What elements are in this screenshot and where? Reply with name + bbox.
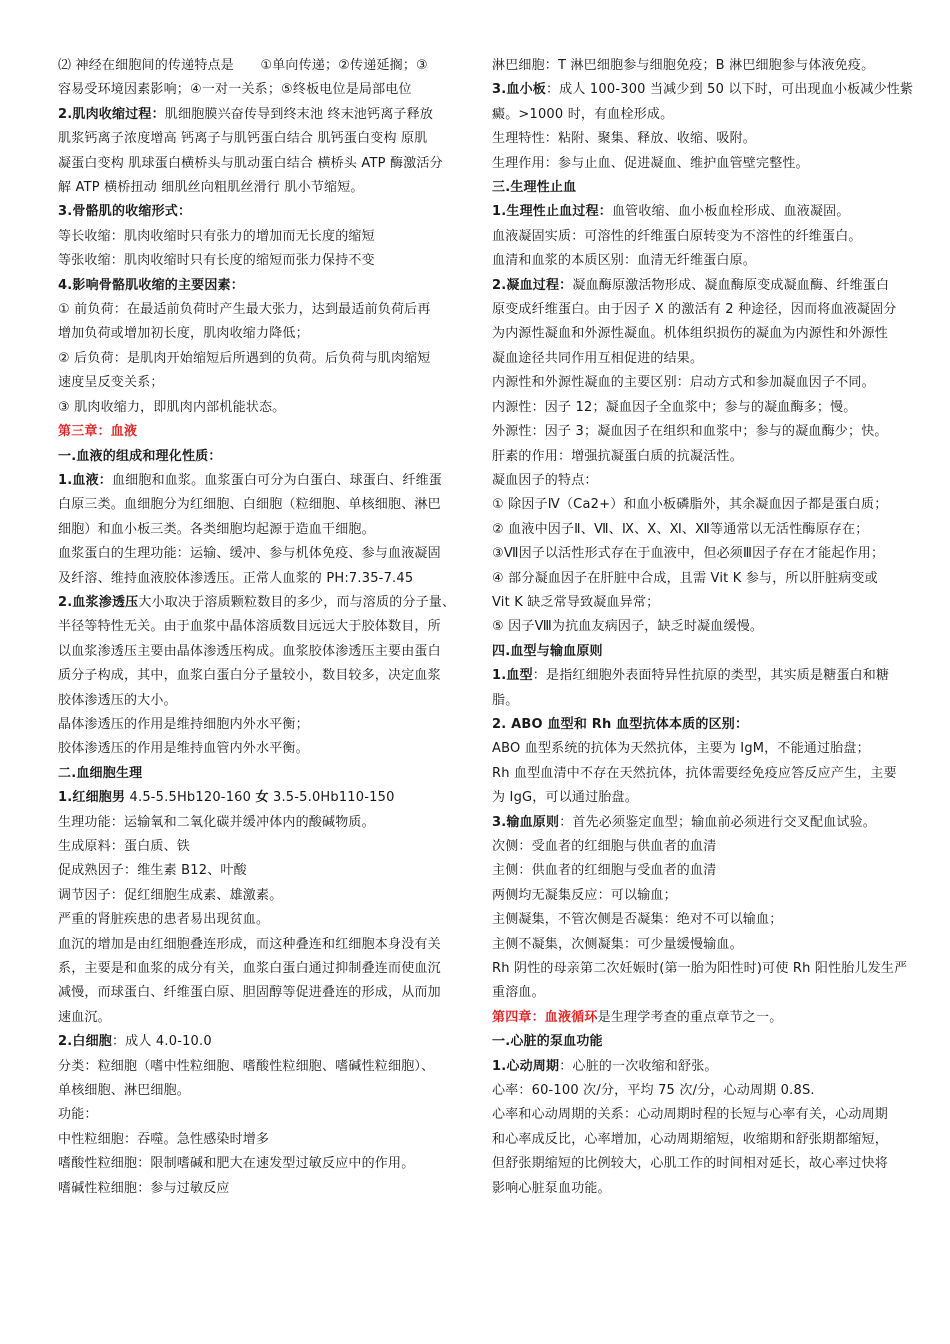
text-line xyxy=(58,1030,482,1054)
text-line xyxy=(58,957,482,981)
body-text: 白原三类。血细胞分为红细胞、白细胞（粒细胞、单核细胞、淋巴 xyxy=(58,497,441,513)
text-line xyxy=(58,445,482,469)
body-text: 主侧不凝集，次侧凝集：可少量缓慢输血。 xyxy=(492,936,743,952)
text-line xyxy=(492,615,936,639)
text-line xyxy=(58,371,482,395)
section-heading: 2.肌肉收缩过程： xyxy=(58,106,165,122)
body-text: 为内源性凝血和外源性凝血。机体组织损伤的凝血为内源性和外源性 xyxy=(492,326,889,342)
section-heading: 1.血型 xyxy=(492,668,533,684)
text-line xyxy=(492,493,936,517)
body-text: 生理作用：参与止血、促进凝血、维护血管壁完整性。 xyxy=(492,155,809,171)
text-line xyxy=(58,469,482,493)
text-line xyxy=(58,225,482,249)
text-line xyxy=(58,859,482,883)
body-text: 增加负荷或增加初长度，肌肉收缩力降低； xyxy=(58,326,309,342)
body-text: 系，主要是和血浆的成分有关，血浆白蛋白通过抑制叠连而使血沉 xyxy=(58,961,441,977)
text-line xyxy=(58,811,482,835)
body-text: 重溶血。 xyxy=(492,985,545,1001)
text-line xyxy=(492,322,936,346)
text-line xyxy=(492,908,936,932)
body-text: 血清和血浆的本质区别：血清无纤维蛋白原。 xyxy=(492,253,757,269)
body-text: 4.5-5.5Hb120-160 xyxy=(125,790,256,806)
body-text: 脂。 xyxy=(492,692,519,708)
body-text: 3.5-5.0Hb110-150 xyxy=(268,790,395,806)
text-line xyxy=(58,54,482,78)
body-text: 生理功能：运输氧和二氧化碳并缓冲体内的酸碱物质。 xyxy=(58,814,375,830)
text-line xyxy=(58,1079,482,1103)
section-heading: 一.血液的组成和理化性质： xyxy=(58,448,222,464)
text-line xyxy=(492,1079,936,1103)
text-line xyxy=(492,591,936,615)
text-line xyxy=(492,957,936,981)
text-line xyxy=(58,127,482,151)
section-heading: 4.影响骨骼肌收缩的主要因素： xyxy=(58,277,244,293)
body-text: 中性粒细胞：吞噬。急性感染时增多 xyxy=(58,1131,270,1147)
body-text: ：是指红细胞外表面特异性抗原的类型，其实质是糖蛋白和糖 xyxy=(532,668,890,684)
body-text: 两侧均无凝集反应：可以输血； xyxy=(492,887,677,903)
text-line xyxy=(492,176,936,200)
body-text: ① 除因子Ⅳ（Ca2+）和血小板磷脂外，其余凝血因子都是蛋白质； xyxy=(492,497,888,513)
text-line xyxy=(492,298,936,322)
text-line xyxy=(58,786,482,810)
text-line xyxy=(492,640,936,664)
body-text: 淋巴细胞：T 淋巴细胞参与细胞免疫；B 淋巴细胞参与体液免疫。 xyxy=(492,58,875,73)
body-text: 凝蛋白变构 肌球蛋白横桥头与肌动蛋白结合 横桥头 ATP 酶激活分 xyxy=(58,155,443,171)
body-text: Rh 阴性的母亲第二次妊娠时(第一胎为阳性时)可使 Rh 阳性胎儿发生严 xyxy=(492,961,908,977)
text-line xyxy=(58,249,482,273)
text-line xyxy=(492,542,936,566)
text-line xyxy=(58,1177,482,1201)
text-line xyxy=(58,274,482,298)
text-line xyxy=(58,176,482,200)
chapter-heading: 第三章：血液 xyxy=(58,424,138,440)
text-line xyxy=(492,567,936,591)
body-text: 速度呈反变关系； xyxy=(58,375,164,391)
body-text: 内源性：因子 12；凝血因子全血浆中；参与的凝血酶多；慢。 xyxy=(492,399,857,415)
text-line xyxy=(492,1055,936,1079)
section-heading: 1.心动周期 xyxy=(492,1058,560,1074)
text-line xyxy=(58,567,482,591)
body-text: 心率和心动周期的关系：心动周期时程的长短与心率有关，心动周期 xyxy=(492,1107,889,1123)
body-text: 外源性：因子 3；凝血因子在组织和血浆中；参与的凝血酶少；快。 xyxy=(492,424,888,440)
text-line xyxy=(58,420,482,444)
text-line xyxy=(58,591,482,615)
body-text: 肌细胞膜兴奋传导到终末池 终末池钙离子释放 xyxy=(164,106,434,122)
body-text: 主侧：供血者的红细胞与受血者的血清 xyxy=(492,863,717,879)
section-heading: 2.血浆渗透压 xyxy=(58,594,139,610)
body-text: 晶体渗透压的作用是维持细胞内外水平衡； xyxy=(58,716,309,732)
section-heading: 2.凝血过程： xyxy=(492,277,573,293)
body-text: 单核细胞、淋巴细胞。 xyxy=(58,1083,191,1099)
text-line xyxy=(492,981,936,1005)
text-line xyxy=(492,1177,936,1201)
body-text: 血管收缩、血小板血栓形成、血液凝固。 xyxy=(611,204,850,220)
text-line xyxy=(58,542,482,566)
text-line xyxy=(492,713,936,737)
text-line xyxy=(58,103,482,127)
body-text: 血细胞和血浆。血浆蛋白可分为白蛋白、球蛋白、纤维蛋 xyxy=(111,472,442,488)
text-line xyxy=(492,371,936,395)
text-line xyxy=(492,786,936,810)
body-text: 半径等特性无关。由于血浆中晶体溶质数目远远大于胶体数目，所 xyxy=(58,619,441,635)
body-text: 主侧凝集，不管次侧是否凝集：绝对不可以输血； xyxy=(492,912,783,928)
text-line xyxy=(492,249,936,273)
section-heading: 一.心脏的泵血功能 xyxy=(492,1034,603,1050)
text-line xyxy=(58,981,482,1005)
text-line xyxy=(58,615,482,639)
text-line xyxy=(492,811,936,835)
text-line xyxy=(492,152,936,176)
body-text: 肌浆钙离子浓度增高 钙离子与肌钙蛋白结合 肌钙蛋白变构 原肌 xyxy=(58,131,428,147)
text-line xyxy=(58,493,482,517)
section-heading: 3.骨骼肌的收缩形式： xyxy=(58,204,192,220)
body-text: 胶体渗透压的大小。 xyxy=(58,692,177,708)
text-line xyxy=(492,347,936,371)
body-text: ③ 肌肉收缩力，即肌肉内部机能状态。 xyxy=(58,399,286,415)
left-column xyxy=(58,54,482,1201)
text-line xyxy=(58,689,482,713)
body-text: ：首先必须鉴定血型；输血前必须进行交叉配血试验。 xyxy=(559,814,876,830)
section-heading: 1.生理性止血过程： xyxy=(492,204,612,220)
text-line xyxy=(58,1055,482,1079)
text-line xyxy=(492,1128,936,1152)
body-text: 等长收缩：肌肉收缩时只有张力的增加而无长度的缩短 xyxy=(58,228,375,244)
text-line xyxy=(58,396,482,420)
body-text: 和心率成反比，心率增加，心动周期缩短，收缩期和舒张期都缩短， xyxy=(492,1131,889,1147)
text-line xyxy=(58,322,482,346)
body-text: ⑵ 神经在细胞间的传递特点是 ①单向传递；②传递延搁；③ xyxy=(58,58,428,73)
text-line xyxy=(492,103,936,127)
text-line xyxy=(58,664,482,688)
body-text: ① 前负荷：在最适前负荷时产生最大张力，达到最适前负荷后再 xyxy=(58,302,431,318)
text-line xyxy=(492,835,936,859)
body-text: 容易受环境因素影响；④一对一关系；⑤终板电位是局部电位 xyxy=(58,82,412,98)
text-line xyxy=(58,884,482,908)
body-text: ③Ⅶ因子以活性形式存在于血液中，但必须Ⅲ因子存在才能起作用； xyxy=(492,546,885,562)
text-line xyxy=(492,884,936,908)
text-line xyxy=(492,859,936,883)
body-text: 内源性和外源性凝血的主要区别：启动方式和参加凝血因子不同。 xyxy=(492,375,875,391)
body-text: ABO 血型系统的抗体为天然抗体，主要为 IgM，不能通过胎盘； xyxy=(492,741,870,757)
body-text: 凝血酶原激活物形成、凝血酶原变成凝血酶、纤维蛋白 xyxy=(572,277,890,293)
body-text: 生成原料：蛋白质、铁 xyxy=(58,839,191,854)
body-text: 血沉的增加是由红细胞叠连形成，而这种叠连和红细胞本身没有关 xyxy=(58,936,441,952)
text-line xyxy=(492,1103,936,1127)
text-line xyxy=(492,1152,936,1176)
text-line xyxy=(58,737,482,761)
body-text: 生理特性：粘附、聚集、释放、收缩、吸附。 xyxy=(492,131,757,147)
body-text: ⑤ 因子Ⅷ为抗血友病因子，缺乏时凝血缓慢。 xyxy=(492,619,764,635)
body-text: 凝血因子的特点： xyxy=(492,472,598,488)
section-heading: 1.血液： xyxy=(58,472,112,488)
text-line xyxy=(58,1006,482,1030)
body-text: 血液凝固实质：可溶性的纤维蛋白原转变为不溶性的纤维蛋白。 xyxy=(492,228,862,244)
text-line xyxy=(58,298,482,322)
body-text: ② 后负荷：是肌肉开始缩短后所遇到的负荷。后负荷与肌肉缩短 xyxy=(58,350,431,366)
body-text: 调节因子：促红细胞生成素、雄激素。 xyxy=(58,887,283,903)
text-line xyxy=(58,1103,482,1127)
body-text: 血浆蛋白的生理功能：运输、缓冲、参与机体免疫、参与血液凝固 xyxy=(58,546,441,562)
text-line xyxy=(492,469,936,493)
text-line xyxy=(492,54,936,78)
body-text: ：成人 100-300 当减少到 50 以下时，可出现血小板减少性紫 xyxy=(545,82,914,98)
body-text: 但舒张期缩短的比例较大，心肌工作的时间相对延长，故心率过快将 xyxy=(492,1156,889,1172)
body-text: 为 IgG，可以通过胎盘。 xyxy=(492,790,638,806)
text-line xyxy=(492,737,936,761)
text-line xyxy=(58,200,482,224)
text-line xyxy=(492,127,936,151)
body-text: 次侧：受血者的红细胞与供血者的血清 xyxy=(492,839,717,854)
body-text: ② 血液中因子Ⅱ、Ⅶ、Ⅸ、Ⅹ、Ⅺ、Ⅻ等通常以无活性酶原存在； xyxy=(492,521,869,537)
section-heading: 2. ABO 血型和 Rh 血型抗体本质的区别： xyxy=(492,716,749,732)
text-line xyxy=(58,835,482,859)
body-text: 以血浆渗透压主要由晶体渗透压构成。血浆胶体渗透压主要由蛋白 xyxy=(58,643,441,659)
body-text: 嗜碱性粒细胞：参与过敏反应 xyxy=(58,1180,230,1196)
body-text: 速血沉。 xyxy=(58,1009,111,1025)
text-line xyxy=(58,1152,482,1176)
body-text: Rh 血型血清中不存在天然抗体，抗体需要经免疫应答反应产生，主要 xyxy=(492,765,897,781)
body-text: 减慢，而球蛋白、纤维蛋白原、胆固醇等促进叠连的形成，从而加 xyxy=(58,985,441,1001)
text-line xyxy=(492,396,936,420)
text-line xyxy=(58,762,482,786)
text-line xyxy=(492,225,936,249)
section-heading: 3.输血原则 xyxy=(492,814,560,830)
text-line xyxy=(492,689,936,713)
text-line xyxy=(492,78,936,102)
body-text: 严重的肾脏疾患的患者易出现贫血。 xyxy=(58,912,270,928)
text-line xyxy=(492,445,936,469)
text-line xyxy=(492,274,936,298)
body-text: 是生理学考查的重点章节之一。 xyxy=(597,1009,783,1025)
text-line xyxy=(492,933,936,957)
text-line xyxy=(58,152,482,176)
body-text: 影响心脏泵血功能。 xyxy=(492,1180,611,1196)
text-line xyxy=(492,1030,936,1054)
body-text: 凝血途径共同作用互相促进的结果。 xyxy=(492,350,704,366)
text-line xyxy=(492,664,936,688)
body-text: 肝素的作用：增强抗凝蛋白质的抗凝活性。 xyxy=(492,448,743,464)
body-text: 心率：60-100 次/分，平均 75 次/分，心动周期 0.8S. xyxy=(492,1083,815,1099)
section-heading: 2.白细胞 xyxy=(58,1034,112,1050)
body-text: 分类：粒细胞（嗜中性粒细胞、嗜酸性粒细胞、嗜碱性粒细胞）、 xyxy=(58,1058,435,1074)
body-text: ：成人 4.0-10.0 xyxy=(111,1034,212,1050)
body-text: ④ 部分凝血因子在肝脏中合成，且需 Vit K 参与，所以肝脏病变或 xyxy=(492,570,878,586)
body-text: 胶体渗透压的作用是维持血管内外水平衡。 xyxy=(58,741,309,757)
section-heading: 3.血小板 xyxy=(492,82,546,98)
text-line xyxy=(58,347,482,371)
body-text: 等张收缩：肌肉收缩时只有长度的缩短而张力保持不变 xyxy=(58,253,375,269)
right-column xyxy=(492,54,936,1201)
body-text: 促成熟因子：维生素 B12、叶酸 xyxy=(58,863,247,879)
text-line xyxy=(58,518,482,542)
text-line xyxy=(492,420,936,444)
text-line xyxy=(492,762,936,786)
text-line xyxy=(492,518,936,542)
body-text: 质分子构成，其中，血浆白蛋白分子量较小，数目较多，决定血浆 xyxy=(58,668,441,684)
text-line xyxy=(58,640,482,664)
section-heading: 二.血细胞生理 xyxy=(58,765,143,781)
section-heading: 三.生理性止血 xyxy=(492,180,577,196)
body-text: Vit K 缺乏常导致凝血异常； xyxy=(492,594,660,610)
body-text: 癜。>1000 时，有血栓形成。 xyxy=(492,106,674,122)
text-line xyxy=(58,78,482,102)
section-heading: 四.血型与输血原则 xyxy=(492,643,603,659)
body-text: 原变成纤维蛋白。由于因子 X 的激活有 2 种途径，因而将血液凝固分 xyxy=(492,302,897,318)
chapter-heading: 第四章：血液循环 xyxy=(492,1009,598,1025)
text-line xyxy=(58,908,482,932)
body-text: 大小取决于溶质颗粒数目的多少，而与溶质的分子量、 xyxy=(138,594,456,610)
section-heading: 女 xyxy=(255,790,269,806)
body-text: 功能： xyxy=(58,1107,98,1123)
text-line xyxy=(58,1128,482,1152)
section-heading: 1.红细胞男 xyxy=(58,790,126,806)
body-text: 嗜酸性粒细胞：限制嗜碱和肥大在速发型过敏反应中的作用。 xyxy=(58,1156,415,1172)
text-line xyxy=(492,1006,936,1030)
text-line xyxy=(58,713,482,737)
body-text: 解 ATP 横桥扭动 细肌丝向粗肌丝滑行 肌小节缩短。 xyxy=(58,180,364,196)
body-text: ：心脏的一次收缩和舒张。 xyxy=(559,1058,718,1074)
text-line xyxy=(58,933,482,957)
text-line xyxy=(492,200,936,224)
body-text: 及纤溶、维持血液胶体渗透压。正常人血浆的 PH:7.35-7.45 xyxy=(58,570,414,586)
body-text: 细胞）和血小板三类。各类细胞均起源于造血干细胞。 xyxy=(58,521,375,537)
